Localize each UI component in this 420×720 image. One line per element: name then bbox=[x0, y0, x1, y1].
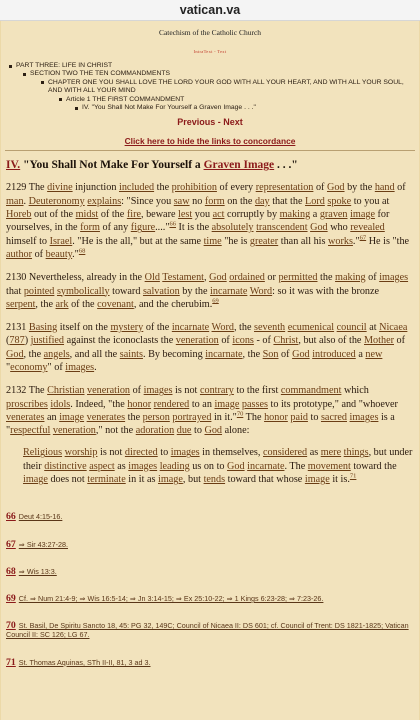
concordance-link[interactable]: ordained bbox=[229, 272, 265, 284]
body-text: who bbox=[327, 222, 351, 234]
body-text: of bbox=[278, 348, 293, 360]
footnote bbox=[6, 567, 413, 576]
concordance-link[interactable]: Christian bbox=[47, 385, 85, 397]
bullet-icon bbox=[9, 65, 12, 68]
body-text: of any bbox=[99, 222, 131, 234]
intratext-label[interactable]: IntraText - Text bbox=[193, 49, 227, 54]
concordance-link[interactable]: proscribes bbox=[6, 398, 48, 410]
body-text: . The bbox=[284, 460, 308, 472]
concordance-link[interactable]: mere bbox=[320, 447, 342, 459]
body-text: , and all the bbox=[69, 348, 120, 360]
footnotes bbox=[1, 512, 419, 666]
hide-concordance-link[interactable]: Click here to hide the links to concordance bbox=[124, 136, 296, 147]
footnote-ref[interactable]: 68 bbox=[78, 247, 86, 255]
footnote-ref[interactable]: 71 bbox=[349, 472, 357, 480]
body-text: us on to bbox=[189, 460, 228, 472]
body-text: of every bbox=[216, 182, 256, 194]
body-text: is not bbox=[172, 385, 200, 397]
concordance-link[interactable]: God bbox=[326, 182, 345, 194]
bullet-icon bbox=[41, 81, 44, 84]
body-text: toward that whose bbox=[225, 474, 305, 486]
concordance-link[interactable]: included bbox=[119, 182, 155, 194]
concordance-link[interactable]: images bbox=[128, 460, 158, 472]
concordance-link[interactable]: Mother bbox=[364, 335, 394, 347]
concordance-link[interactable]: images bbox=[143, 385, 173, 397]
concordance-link[interactable]: saints bbox=[119, 348, 143, 360]
footnote-text[interactable]: ⇒ Wis 13:3. bbox=[18, 566, 57, 576]
body-text: as bbox=[307, 447, 321, 459]
concordance-link[interactable]: prohibition bbox=[171, 182, 217, 194]
concordance-link[interactable]: person bbox=[142, 411, 170, 423]
concordance-link[interactable]: divine bbox=[47, 182, 73, 194]
body-text: The bbox=[243, 411, 265, 423]
body-text: " bbox=[6, 362, 11, 373]
concordance-link[interactable]: Son bbox=[262, 348, 279, 360]
body-text: to its prototype," and "whoever bbox=[267, 398, 398, 410]
concordance-link[interactable]: permitted bbox=[278, 272, 318, 284]
concordance-link[interactable]: symbolically bbox=[56, 285, 110, 297]
body-text: to the first bbox=[233, 385, 281, 397]
previous-link[interactable]: Previous bbox=[177, 117, 216, 128]
body-text: alone: bbox=[222, 425, 250, 437]
body-text: no bbox=[189, 195, 205, 207]
concordance-link[interactable]: honor bbox=[264, 411, 288, 423]
concordance-link[interactable]: works bbox=[328, 235, 353, 247]
concordance-link[interactable]: 787 bbox=[9, 335, 25, 347]
body-text: is a " bbox=[6, 411, 395, 437]
concordance-link[interactable]: lest bbox=[178, 209, 193, 221]
body-text: that the bbox=[269, 195, 306, 207]
concordance-link[interactable]: Deuteronomy bbox=[28, 195, 85, 207]
footnote-text[interactable]: Cf. ⇒ Num 21:4-9; ⇒ Wis 16:5-14; ⇒ Jn 3:14-15; ⇒ Ex 25:10-22; ⇒ 1 Kings 6:23-28; ⇒ 7:23-26. bbox=[18, 593, 324, 603]
bullet-icon bbox=[59, 98, 62, 101]
body-text: the bbox=[154, 182, 172, 194]
concordance-link[interactable]: Word bbox=[249, 285, 273, 297]
concordance-link[interactable]: ark bbox=[55, 298, 69, 310]
concordance-link[interactable]: God bbox=[310, 222, 328, 234]
body-text: . bbox=[23, 195, 29, 207]
footnote bbox=[6, 540, 413, 549]
paragraph-2132 bbox=[6, 384, 413, 437]
body-text: 2131 bbox=[6, 322, 29, 334]
block-quote bbox=[23, 446, 413, 486]
concordance-link[interactable]: Lord bbox=[305, 195, 325, 207]
concordance-link[interactable]: hand bbox=[374, 182, 395, 194]
concordance-link[interactable]: image bbox=[350, 209, 375, 221]
body-text: to you at bbox=[351, 195, 390, 207]
body-text: you bbox=[192, 209, 213, 221]
footnote-number[interactable]: 70 bbox=[6, 620, 16, 632]
body-text: toward the bbox=[350, 460, 397, 472]
page-content bbox=[1, 21, 419, 720]
concordance-link[interactable]: image bbox=[59, 411, 85, 423]
concordance-link[interactable]: angels bbox=[43, 348, 70, 360]
concordance-link[interactable]: respectful bbox=[10, 425, 51, 437]
concordance-link[interactable]: contrary bbox=[199, 385, 234, 397]
concordance-link[interactable]: incarnate bbox=[247, 460, 285, 472]
concordance-link[interactable]: salvation bbox=[142, 285, 180, 297]
body-text: a bbox=[310, 209, 320, 221]
body-text: ," not the bbox=[95, 425, 136, 437]
body-text: , bbox=[204, 272, 210, 284]
concordance-link[interactable]: Religious bbox=[23, 447, 63, 459]
body-text: , the bbox=[23, 348, 44, 360]
concordance-link[interactable]: saw bbox=[173, 195, 190, 207]
concordance-link[interactable]: mystery bbox=[110, 322, 144, 334]
body-text: for yourselves, in the bbox=[6, 209, 390, 234]
concordance-link[interactable]: time bbox=[203, 235, 222, 247]
body-text: of the bbox=[143, 322, 172, 334]
concordance-link[interactable]: tends bbox=[203, 474, 226, 486]
body-text: or bbox=[264, 272, 279, 284]
footnote-text[interactable]: St. Basil, De Spiritu Sancto 18, 45: PG 32, 149C; Council of Nicaea II: DS 601; cf. Council of Trent: DS 1821-1825; Vatican Council II: SC 126; LG 67. bbox=[6, 621, 409, 640]
concordance-link[interactable]: venerates bbox=[6, 411, 45, 423]
concordance-link[interactable]: incarnate bbox=[210, 285, 248, 297]
body-text: ) bbox=[24, 335, 31, 347]
body-text: 2130 Nevertheless, already in the bbox=[6, 272, 145, 284]
concordance-link[interactable]: Horeb bbox=[6, 209, 32, 221]
concordance-link[interactable]: veneration bbox=[52, 425, 96, 437]
concordance-link[interactable]: representation bbox=[255, 182, 314, 194]
footnote bbox=[6, 594, 413, 603]
paragraph-2130 bbox=[6, 271, 413, 311]
concordance-link[interactable]: act bbox=[212, 209, 225, 221]
concordance-link[interactable]: due bbox=[176, 425, 192, 437]
concordance-link[interactable]: man bbox=[6, 195, 24, 207]
body-text: that bbox=[6, 285, 24, 297]
concordance-link[interactable]: passes bbox=[241, 398, 268, 410]
concordance-link[interactable]: movement bbox=[307, 460, 351, 472]
concordance-link[interactable]: Old bbox=[144, 272, 160, 284]
footnote-number[interactable]: 67 bbox=[6, 538, 16, 550]
body-text: , the bbox=[242, 348, 263, 360]
concordance-link[interactable]: worship bbox=[64, 447, 98, 459]
body-text: against the iconoclasts the bbox=[64, 335, 176, 347]
concordance-link[interactable]: greater bbox=[249, 235, 279, 247]
body-text: an bbox=[44, 411, 60, 423]
body-text: ." bbox=[352, 235, 360, 247]
concordance-link[interactable]: rendered bbox=[153, 398, 190, 410]
body-text: ...." bbox=[155, 222, 170, 234]
concordance-link[interactable]: leading bbox=[159, 460, 190, 472]
body-text: He is "the bbox=[366, 235, 410, 247]
body-text: as bbox=[114, 460, 129, 472]
bullet-icon bbox=[23, 73, 26, 76]
concordance-link[interactable]: distinctive bbox=[44, 460, 87, 472]
concordance-link[interactable]: Nicaea bbox=[379, 322, 408, 334]
concordance-link[interactable]: fire bbox=[126, 209, 141, 221]
body-text: by the bbox=[179, 285, 211, 297]
body-text: at bbox=[366, 322, 380, 334]
body-text: , but under their bbox=[23, 447, 413, 472]
concordance-link[interactable]: God bbox=[227, 460, 245, 472]
body-text: of the bbox=[98, 209, 127, 221]
footnote-text[interactable]: Deut 4:15-16. bbox=[18, 512, 63, 522]
body-text: 2129 The bbox=[6, 182, 48, 194]
concordance-link[interactable]: image bbox=[304, 474, 330, 486]
concordance-link[interactable]: ecumenical bbox=[287, 322, 335, 334]
concordance-link[interactable]: image bbox=[23, 474, 48, 486]
body-text: on the bbox=[224, 195, 255, 207]
concordance-link[interactable]: justified bbox=[30, 335, 65, 347]
concordance-link[interactable]: beauty bbox=[45, 248, 73, 260]
toc-item[interactable]: PART THREE: LIFE IN CHRIST bbox=[1, 62, 413, 70]
body-text: , beware bbox=[140, 209, 179, 221]
concordance-link[interactable]: considered bbox=[263, 447, 308, 459]
toc-item[interactable]: CHAPTER ONE YOU SHALL LOVE THE LORD YOUR GOD WITH ALL YOUR HEART, AND WITH ALL YOUR SOUL, AND WITH ALL YOUR MIND bbox=[1, 79, 413, 96]
concordance-link[interactable]: images bbox=[379, 272, 409, 284]
footnote bbox=[6, 621, 413, 639]
concordance-link[interactable]: idols bbox=[50, 398, 71, 410]
body-text: to bbox=[157, 447, 171, 459]
concordance-link[interactable]: aspect bbox=[89, 460, 115, 472]
concordance-link[interactable]: God bbox=[6, 348, 24, 360]
concordance-link[interactable]: images bbox=[65, 362, 95, 373]
body-text: itself on the bbox=[57, 322, 111, 334]
concordance-link[interactable]: Christ bbox=[273, 335, 299, 347]
body-text: to bbox=[191, 425, 205, 437]
body-text: toward bbox=[109, 285, 143, 297]
concordance-link[interactable]: transcendent bbox=[256, 222, 308, 234]
body-text: a bbox=[355, 348, 366, 360]
concordance-link[interactable]: form bbox=[204, 195, 225, 207]
body-text: of bbox=[32, 248, 46, 260]
concordance-link[interactable]: images bbox=[349, 411, 379, 423]
concordance-link[interactable]: Testament bbox=[162, 272, 205, 284]
section-heading bbox=[6, 159, 413, 171]
concordance-link[interactable]: introduced bbox=[312, 348, 356, 360]
concordance-link[interactable]: adoration bbox=[135, 425, 175, 437]
concordance-link[interactable]: midst bbox=[75, 209, 99, 221]
body-text: , the bbox=[35, 298, 56, 310]
section-title-pre: "You Shall Not Make For Yourself a bbox=[23, 159, 204, 172]
body-text: out of the bbox=[31, 209, 76, 221]
concordance-link[interactable]: day bbox=[254, 195, 270, 207]
concordance-link[interactable]: commandment bbox=[280, 385, 342, 397]
concordance-link[interactable]: serpent bbox=[6, 298, 36, 310]
body-text: himself to bbox=[6, 235, 50, 247]
next-link[interactable]: Next bbox=[223, 117, 243, 128]
concordance-link[interactable]: paid bbox=[290, 411, 308, 423]
body-text: , but bbox=[182, 474, 204, 486]
paragraph-2131 bbox=[6, 321, 413, 374]
concordance-link[interactable]: form bbox=[80, 222, 100, 234]
body-text: . Indeed, "the bbox=[70, 398, 128, 410]
body-text: of bbox=[365, 272, 380, 284]
concordance-link[interactable]: God bbox=[204, 425, 223, 437]
concordance-link[interactable]: veneration bbox=[87, 385, 131, 397]
concordance-link[interactable]: God bbox=[209, 272, 227, 284]
section-title-link[interactable]: Graven Image bbox=[203, 159, 275, 172]
concordance-link[interactable]: figure bbox=[130, 222, 156, 234]
concordance-link[interactable]: images bbox=[170, 447, 200, 459]
footnote-number[interactable]: 69 bbox=[6, 592, 16, 604]
body-text: ( bbox=[6, 335, 10, 347]
body-text: injunction bbox=[72, 182, 119, 194]
footnote-ref[interactable]: 70 bbox=[236, 410, 244, 418]
footnote-text[interactable]: St. Thomas Aquinas, STh II-II, 81, 3 ad 3. bbox=[18, 657, 151, 667]
pagination-nav bbox=[1, 117, 419, 127]
concordance-link[interactable]: veneration bbox=[175, 335, 219, 347]
concordance-link[interactable]: honor bbox=[127, 398, 152, 410]
body-text: the bbox=[317, 272, 336, 284]
body-text: of bbox=[218, 335, 233, 347]
concordance-link[interactable]: seventh bbox=[254, 322, 286, 334]
body-text: of bbox=[130, 385, 144, 397]
body-text: does not bbox=[47, 474, 88, 486]
concordance-link[interactable]: economy bbox=[10, 362, 48, 373]
concordance-link[interactable]: image bbox=[214, 398, 240, 410]
footnote bbox=[6, 512, 413, 521]
body-text: "he is bbox=[221, 235, 250, 247]
body-text: , and the cherubim. bbox=[133, 298, 213, 310]
concordance-link[interactable]: new bbox=[365, 348, 383, 360]
concordance-link[interactable]: incarnate bbox=[205, 348, 243, 360]
footnote-number[interactable]: 68 bbox=[6, 565, 16, 577]
concordance-link[interactable]: image bbox=[157, 474, 183, 486]
body-text: , the bbox=[233, 322, 255, 334]
body-text: by the bbox=[344, 182, 375, 194]
bullet-icon bbox=[75, 107, 78, 110]
body-text: , but also of the bbox=[298, 335, 364, 347]
concordance-link[interactable]: things bbox=[343, 447, 369, 459]
concordance-link[interactable]: graven bbox=[319, 209, 348, 221]
body-text: than all his bbox=[278, 235, 329, 247]
section-title-post: . . ." bbox=[274, 159, 298, 172]
body-text: of bbox=[313, 182, 327, 194]
divider bbox=[5, 150, 415, 151]
body-text: " of bbox=[47, 362, 66, 373]
site-title: Catechism of the Catholic Church bbox=[158, 28, 262, 37]
concordance-link[interactable]: God bbox=[292, 348, 310, 360]
body-text: . "He is the all," but at the same bbox=[72, 235, 204, 247]
toc-item[interactable]: Article 1 THE FIRST COMMANDMENT bbox=[1, 96, 413, 104]
body-text: in it." bbox=[211, 411, 237, 423]
concordance-link[interactable]: explains bbox=[87, 195, 122, 207]
body-text: - of bbox=[253, 335, 274, 347]
url-text: vatican.va bbox=[179, 3, 241, 17]
concordance-link[interactable]: directed bbox=[124, 447, 158, 459]
concordance-link[interactable]: author bbox=[6, 248, 33, 260]
body-text: : "Since you bbox=[121, 195, 174, 207]
body-text: is not bbox=[97, 447, 125, 459]
footnote-number[interactable]: 66 bbox=[6, 511, 16, 523]
breadcrumb bbox=[1, 62, 413, 112]
body-text: 2132 The bbox=[6, 385, 48, 397]
concordance-link[interactable]: making bbox=[335, 272, 366, 284]
body-text: . bbox=[94, 362, 97, 373]
body-text: of bbox=[394, 182, 406, 194]
footnote-ref[interactable]: 66 bbox=[169, 220, 176, 228]
body-text: corruptly by bbox=[224, 209, 280, 221]
concordance-link[interactable]: council bbox=[336, 322, 367, 334]
concordance-link[interactable]: terminate bbox=[87, 474, 126, 486]
concordance-link[interactable]: venerates bbox=[86, 411, 126, 423]
concordance-link[interactable]: portrayed bbox=[172, 411, 212, 423]
body-text: to an bbox=[189, 398, 215, 410]
body-text: It is the bbox=[175, 222, 212, 234]
body-text: of the bbox=[68, 298, 98, 310]
nav-separator: - bbox=[217, 117, 221, 128]
concordance-link[interactable]: covenant bbox=[97, 298, 134, 310]
toc-item[interactable]: SECTION TWO THE TEN COMMANDMENTS bbox=[1, 70, 413, 78]
concordance-link[interactable]: icons bbox=[232, 335, 254, 347]
footnote-number[interactable]: 71 bbox=[6, 656, 16, 668]
section-number[interactable]: IV. bbox=[6, 159, 21, 172]
body-text: . By becoming bbox=[142, 348, 206, 360]
concordance-link[interactable]: absolutely bbox=[211, 222, 254, 234]
footnote-ref[interactable]: 69 bbox=[212, 297, 219, 305]
footnote-text[interactable]: ⇒ Sir 43:27-28. bbox=[18, 539, 68, 549]
concordance-link[interactable]: pointed bbox=[23, 285, 55, 297]
body-text: : so it was with the bronze bbox=[272, 285, 380, 297]
concordance-link[interactable]: Basing bbox=[28, 322, 58, 334]
address-bar[interactable] bbox=[0, 0, 420, 21]
body-text: in it as bbox=[125, 474, 158, 486]
concordance-link[interactable]: incarnate bbox=[171, 322, 210, 334]
concordance-link[interactable]: spoke bbox=[327, 195, 352, 207]
toc-item[interactable]: IV. "You Shall Not Make For Yourself a Graven Image . . ." bbox=[1, 104, 413, 112]
body-text: it is. bbox=[329, 474, 350, 486]
concordance-link[interactable]: Word bbox=[211, 322, 234, 334]
body-text: the bbox=[125, 411, 143, 423]
body-text: ." bbox=[72, 248, 79, 260]
body-text: of bbox=[394, 335, 406, 347]
body-text: which bbox=[341, 385, 369, 397]
footnote bbox=[6, 658, 413, 667]
concordance-link[interactable]: making bbox=[279, 209, 311, 221]
body-text: in themselves, bbox=[199, 447, 263, 459]
concordance-link[interactable]: sacred bbox=[320, 411, 347, 423]
paragraph-2129 bbox=[6, 181, 413, 261]
footnote-ref[interactable]: 67 bbox=[359, 234, 367, 242]
concordance-link[interactable]: Israel bbox=[49, 235, 73, 247]
body-text: to bbox=[307, 411, 321, 423]
concordance-link[interactable]: revealed bbox=[350, 222, 385, 234]
